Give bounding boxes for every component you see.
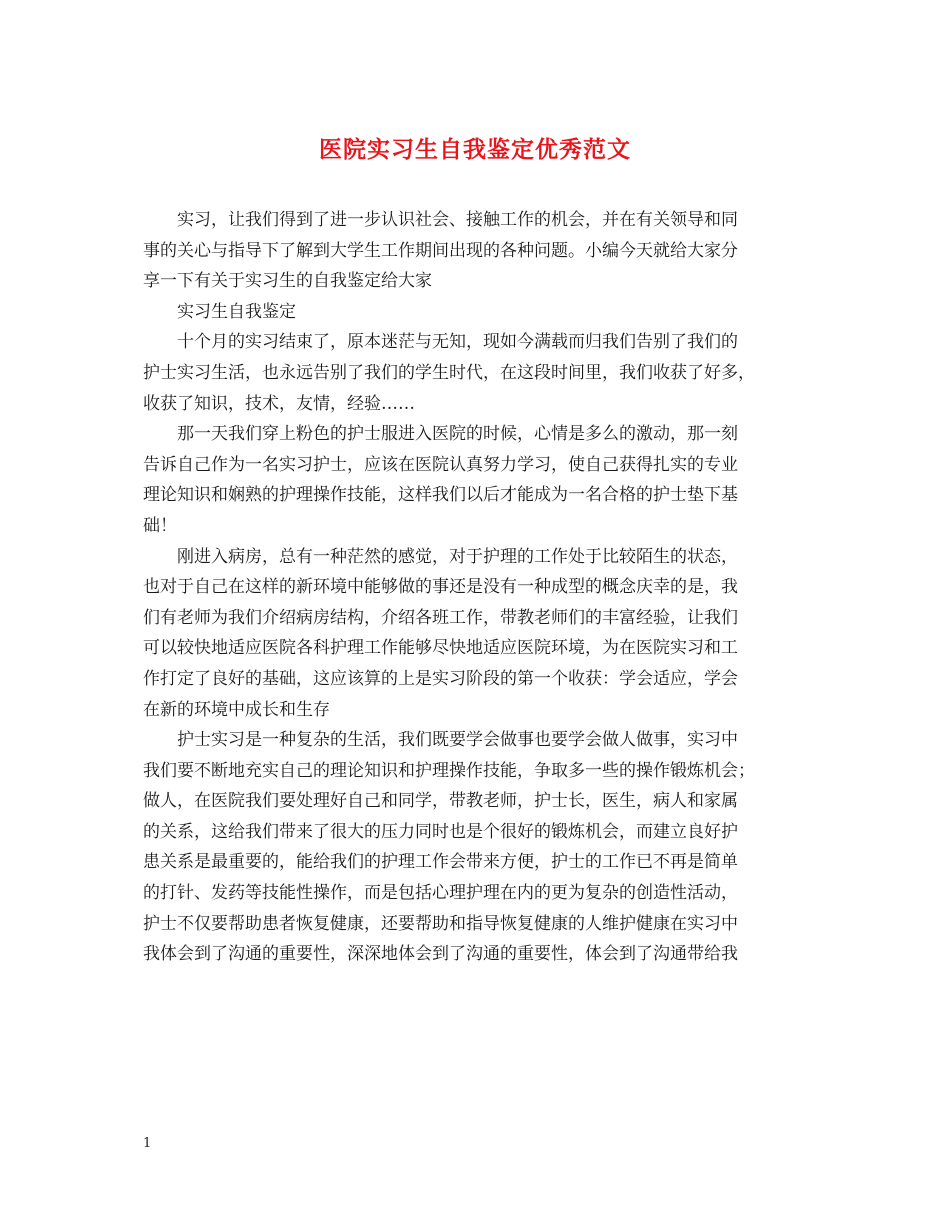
paragraph-line: 在新的环境中成长和生存: [143, 699, 330, 720]
paragraph-line: 理论知识和娴熟的护理操作技能，这样我们以后才能成为一名合格的护士垫下基: [143, 485, 738, 506]
paragraph-line: 护士实习是一种复杂的生活，我们既要学会做事也要学会做人做事，实习中: [177, 730, 738, 751]
paragraph-line: 告诉自己作为一名实习护士，应该在医院认真努力学习，使自己获得扎实的专业: [143, 454, 738, 475]
paragraph-line: 做人，在医院我们要处理好自己和同学，带教老师，护士长，医生，病人和家属: [143, 791, 738, 812]
paragraph-line: 们有老师为我们介绍病房结构，介绍各班工作，带教老师们的丰富经验，让我们: [143, 607, 738, 628]
paragraph-line: 事的关心与指导下了解到大学生工作期间出现的各种问题。小编今天就给大家分: [143, 240, 738, 261]
paragraph-line: 础！: [143, 515, 177, 536]
paragraph-line: 我们要不断地充实自己的理论知识和护理操作技能，争取多一些的操作锻炼机会；: [143, 760, 755, 781]
paragraph: [143, 327, 823, 419]
paragraph-line: 护士不仅要帮助患者恢复健康，还要帮助和指导恢复健康的人维护健康在实习中: [143, 913, 738, 934]
paragraph: [143, 419, 823, 541]
page-number: 1: [143, 1136, 152, 1151]
paragraph-line: 也对于自己在这样的新环境中能够做的事还是没有一种成型的概念庆幸的是，我: [143, 577, 738, 598]
paragraph-line: 收获了知识，技术，友情，经验……: [143, 393, 415, 414]
paragraph: [143, 725, 823, 970]
paragraph: [143, 542, 823, 726]
paragraph-line: 实习生自我鉴定: [177, 301, 296, 322]
document-body: [143, 205, 823, 970]
paragraph-line: 作打定了良好的基础，这应该算的上是实习阶段的第一个收获：学会适应，学会: [143, 668, 738, 689]
paragraph: [143, 205, 823, 297]
paragraph-line: 的关系，这给我们带来了很大的压力同时也是个很好的锻炼机会，而建立良好护: [143, 821, 738, 842]
paragraph-line: 我体会到了沟通的重要性，深深地体会到了沟通的重要性，体会到了沟通带给我: [143, 944, 738, 965]
paragraph-line: 的打针、发药等技能性操作，而是包括心理护理在内的更为复杂的创造性活动，: [143, 883, 738, 904]
paragraph-line: 护士实习生活，也永远告别了我们的学生时代，在这段时间里，我们收获了好多，: [143, 362, 755, 383]
paragraph-line: 那一天我们穿上粉色的护士服进入医院的时候，心情是多么的激动，那一刻: [177, 424, 738, 445]
paragraph-line: 刚进入病房，总有一种茫然的感觉，对于护理的工作处于比较陌生的状态，: [177, 546, 738, 567]
paragraph-line: 实习，让我们得到了进一步认识社会、接触工作的机会，并在有关领导和同: [177, 210, 738, 230]
paragraph: [143, 297, 823, 328]
paragraph-line: 享一下有关于实习生的自我鉴定给大家: [143, 271, 432, 292]
paragraph-line: 患关系是最重要的，能给我们的护理工作会带来方便，护士的工作已不再是简单: [143, 852, 738, 873]
document-title: 医院实习生自我鉴定优秀范文: [319, 136, 631, 163]
paragraph-line: 十个月的实习结束了，原本迷茫与无知，现如今满载而归我们告别了我们的: [177, 332, 738, 353]
paragraph-line: 可以较快地适应医院各科护理工作能够尽快地适应医院环境，为在医院实习和工: [143, 638, 738, 659]
